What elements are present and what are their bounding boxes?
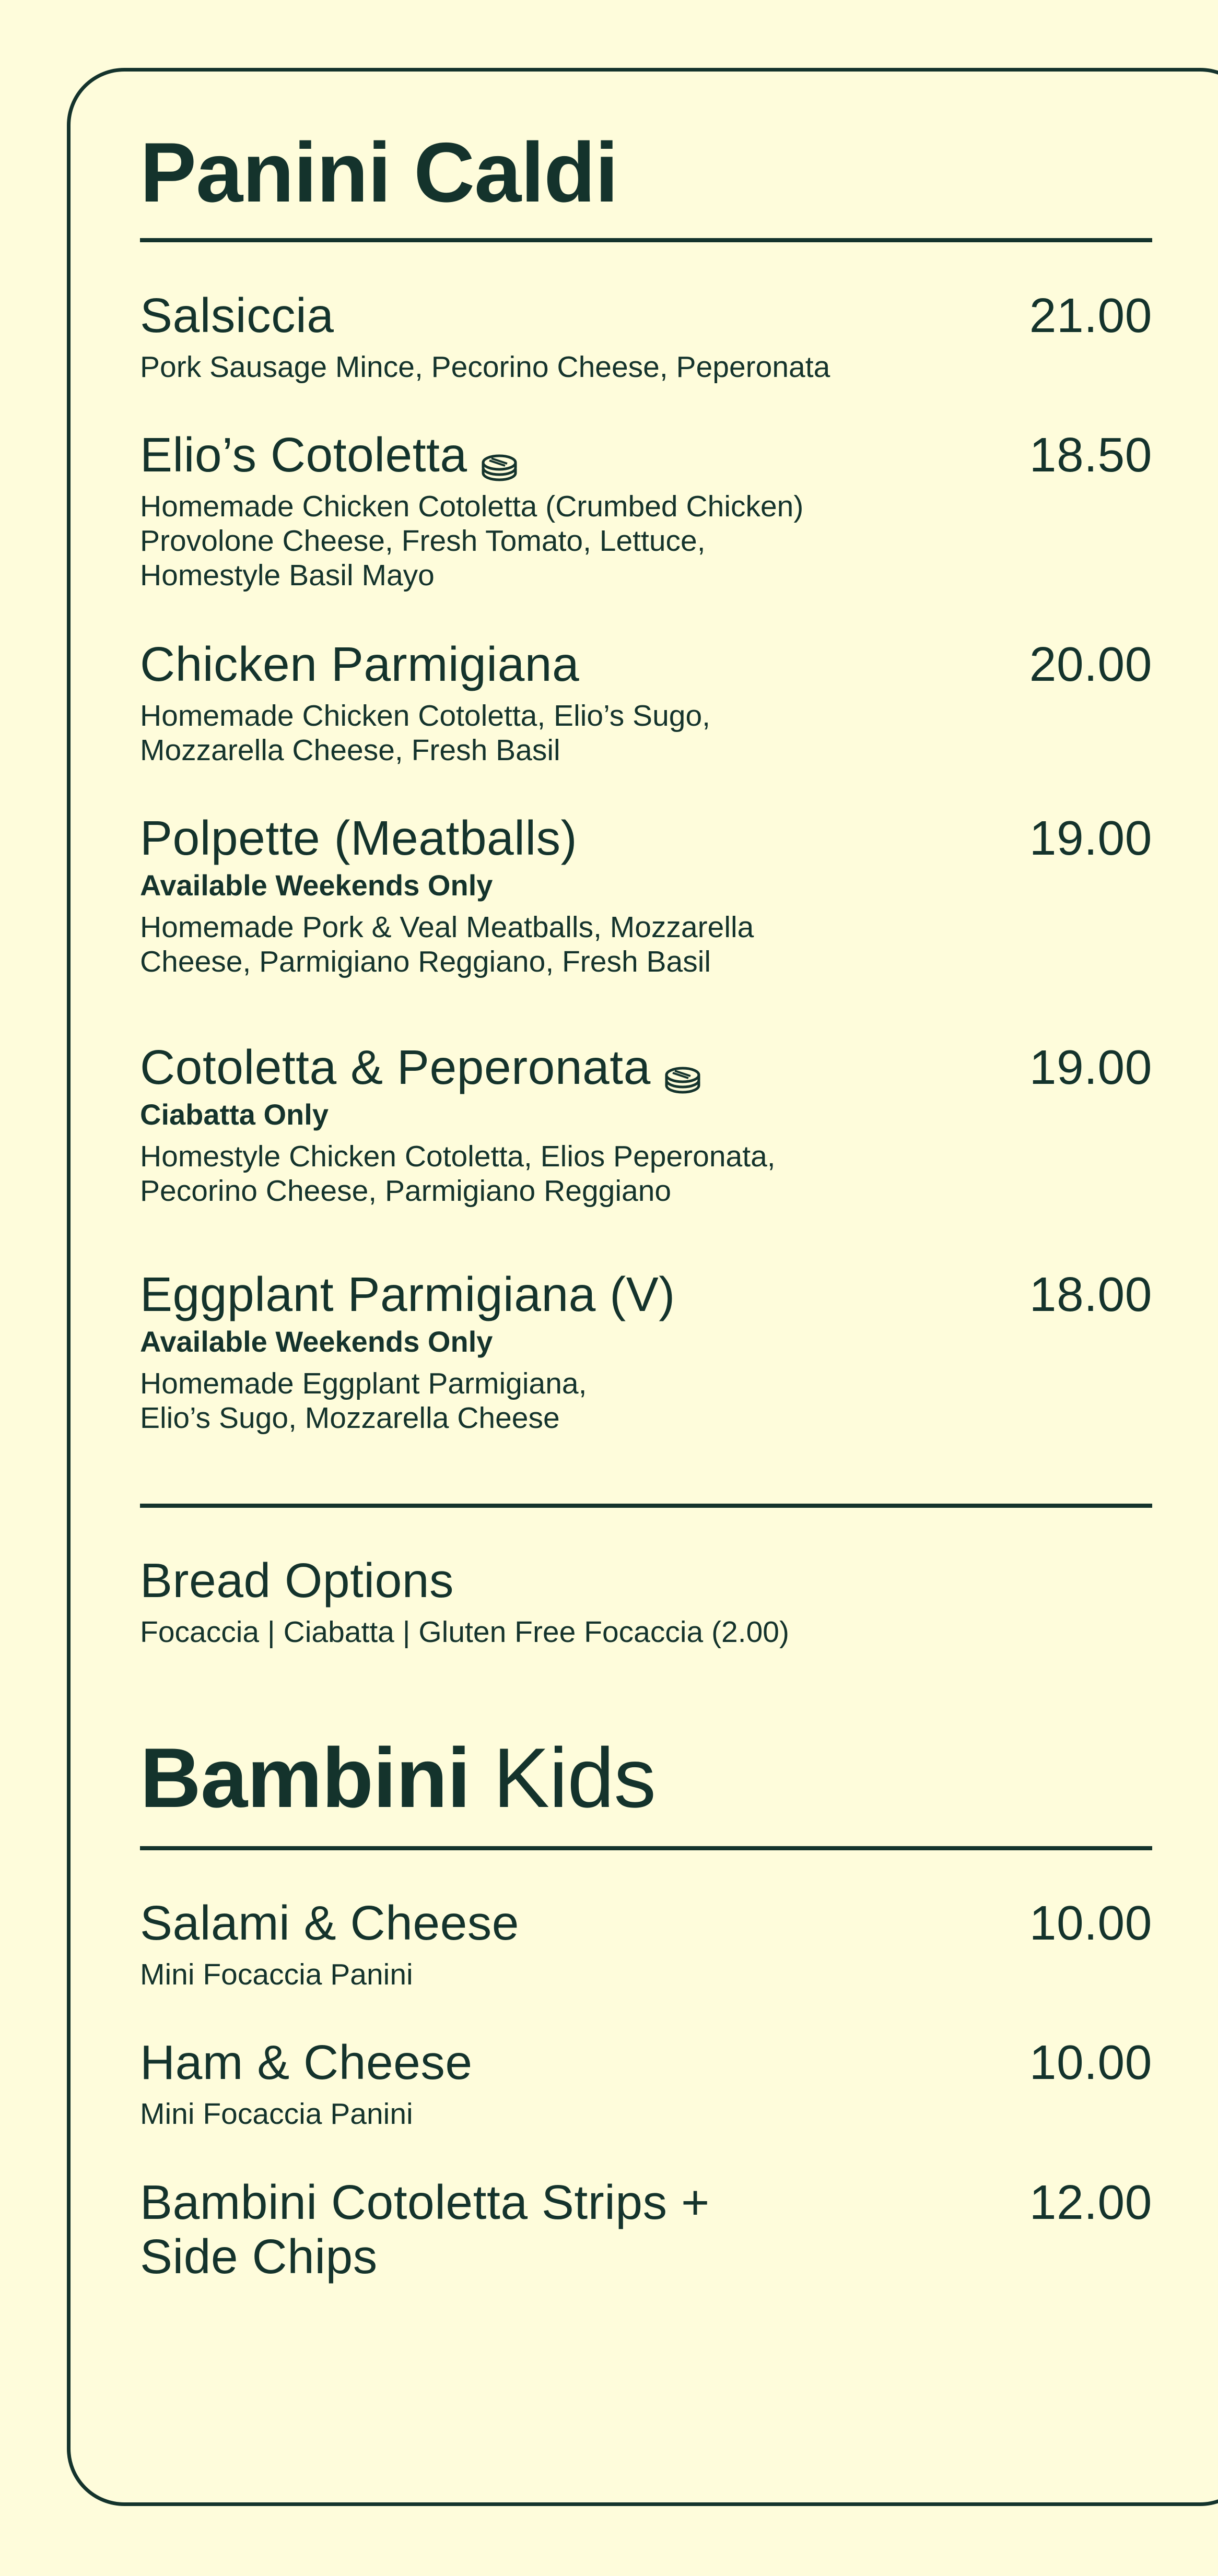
panini-title-divider — [140, 238, 1152, 242]
item-price: 12.00 — [1029, 2175, 1152, 2229]
menu-item-salami-cheese — [140, 1896, 1152, 1992]
item-name: Salsiccia — [140, 288, 334, 342]
item-name: Bambini Cotoletta Strips + Side Chips — [140, 2175, 710, 2284]
item-name-row — [140, 1267, 1152, 1321]
item-price: 20.00 — [1029, 637, 1152, 691]
bread-options-list: Focaccia | Ciabatta | Gluten Free Focaccia (2.00) — [140, 1615, 789, 1649]
item-qualifier: (V) — [610, 1267, 675, 1321]
item-price: 10.00 — [1029, 2035, 1152, 2089]
item-description: Homestyle Chicken Cotoletta, Elios Peperonata, Pecorino Cheese, Parmigiano Reggiano — [140, 1140, 776, 1208]
menu-item-ham-cheese — [140, 2035, 1152, 2131]
item-description: Pork Sausage Mince, Pecorino Cheese, Peperonata — [140, 350, 830, 384]
menu-item-bambini-cotoletta-strips — [140, 2175, 1152, 2284]
item-name-row — [140, 1040, 1152, 1094]
item-name: Ham & Cheese — [140, 2035, 473, 2089]
item-price: 10.00 — [1029, 1896, 1152, 1950]
item-description: Homemade Chicken Cotoletta, Elio’s Sugo, Mozzarella Cheese, Fresh Basil — [140, 699, 711, 767]
item-price: 19.00 — [1029, 1040, 1152, 1094]
item-qualifier: (Meatballs) — [334, 811, 578, 865]
menu-item-elios-cotoletta — [140, 428, 1152, 593]
item-description: Mini Focaccia Panini — [140, 1958, 413, 1991]
stacked-plates-icon — [480, 440, 519, 471]
item-description: Homemade Chicken Cotoletta (Crumbed Chicken) Provolone Cheese, Fresh Tomato, Lettuce, Homestyle Basil Mayo — [140, 490, 804, 592]
item-price: 18.00 — [1029, 1267, 1152, 1321]
item-description: Homemade Eggplant Parmigiana, Elio’s Sugo, Mozzarella Cheese — [140, 1367, 587, 1435]
panini-section-title: Panini Caldi — [140, 125, 618, 220]
bread-section-divider — [140, 1504, 1152, 1508]
item-name: Cotoletta & Peperonata — [140, 1040, 651, 1094]
item-availability-note: Available Weekends Only — [140, 1325, 493, 1358]
item-name: Salami & Cheese — [140, 1896, 520, 1950]
menu-item-cotoletta-peperonata — [140, 1040, 1152, 1208]
bambini-section-title — [140, 1731, 656, 1825]
item-name-row — [140, 428, 1152, 482]
item-name: Chicken Parmigiana — [140, 637, 580, 691]
item-name: Eggplant Parmigiana — [140, 1267, 596, 1321]
menu-item-eggplant-parmigiana — [140, 1267, 1152, 1435]
stacked-plates-icon — [663, 1052, 702, 1083]
bambini-title-divider — [140, 1846, 1152, 1850]
bambini-title-bold: Bambini — [140, 1731, 471, 1825]
bambini-title-light: Kids — [493, 1731, 656, 1825]
bread-options-block — [140, 1553, 1152, 1649]
item-price: 19.00 — [1029, 811, 1152, 865]
item-availability-note: Available Weekends Only — [140, 869, 493, 902]
item-name: Polpette — [140, 811, 321, 865]
item-price: 21.00 — [1029, 288, 1152, 342]
menu-item-chicken-parmigiana — [140, 637, 1152, 767]
item-name-row — [140, 811, 1152, 865]
menu-item-polpette — [140, 811, 1152, 979]
item-description: Homemade Pork & Veal Meatballs, Mozzarella Cheese, Parmigiano Reggiano, Fresh Basil — [140, 911, 754, 978]
bread-options-title: Bread Options — [140, 1553, 454, 1608]
item-availability-note: Ciabatta Only — [140, 1098, 329, 1131]
menu-item-salsiccia — [140, 288, 1152, 384]
item-description: Mini Focaccia Panini — [140, 2097, 413, 2131]
item-price: 18.50 — [1029, 428, 1152, 482]
item-name: Elio’s Cotoletta — [140, 428, 467, 482]
